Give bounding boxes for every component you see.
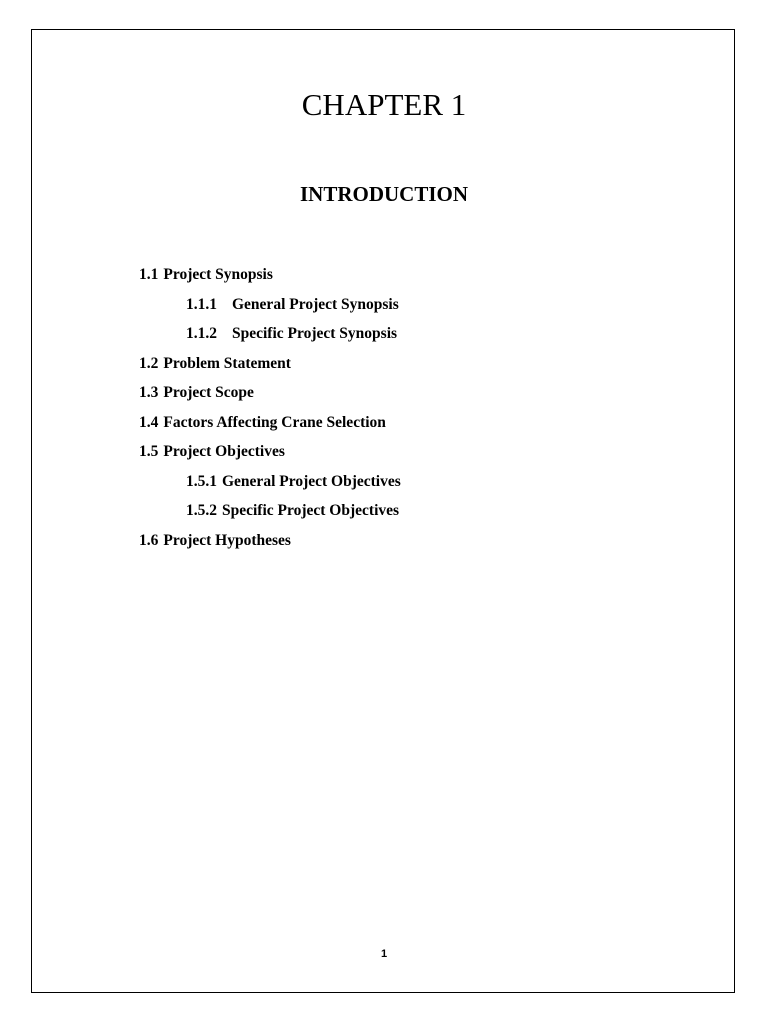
toc-item-title: Problem Statement xyxy=(163,354,291,372)
toc-item-1-5 xyxy=(139,437,401,467)
toc-item-title: Project Hypotheses xyxy=(163,531,291,549)
toc-item-1-4 xyxy=(139,408,401,438)
toc-item-title: General Project Synopsis xyxy=(232,295,399,313)
toc-item-number: 1.3 xyxy=(139,384,159,401)
toc-item-title: General Project Objectives xyxy=(222,472,401,490)
toc-item-number: 1.1 xyxy=(139,266,159,283)
page-number: 1 xyxy=(380,948,388,960)
toc-item-1-1-2 xyxy=(139,319,401,349)
toc-item-title: Specific Project Synopsis xyxy=(232,325,398,342)
toc-item-1-1 xyxy=(139,260,401,290)
toc-item-1-1-1 xyxy=(139,290,401,320)
toc-item-title: Specific Project Objectives xyxy=(222,502,400,519)
toc-item-title: Project Synopsis xyxy=(163,266,273,283)
toc-item-1-5-2 xyxy=(139,496,401,526)
toc-item-1-5-1 xyxy=(139,467,401,497)
toc-item-title: Project Scope xyxy=(163,384,254,401)
section-title: INTRODUCTION xyxy=(299,182,469,206)
toc-item-number: 1.5.1 xyxy=(186,472,217,490)
chapter-title: CHAPTER 1 xyxy=(301,87,467,122)
table-of-contents xyxy=(139,260,401,555)
toc-item-title: Project Objectives xyxy=(163,443,285,460)
toc-item-number: 1.4 xyxy=(139,413,159,431)
toc-item-1-3 xyxy=(139,378,401,408)
toc-item-number: 1.1.2 xyxy=(186,325,217,342)
toc-item-title: Factors Affecting Crane Selection xyxy=(163,413,386,431)
toc-item-number: 1.5.2 xyxy=(186,502,217,519)
toc-item-1-6 xyxy=(139,526,401,556)
toc-item-number: 1.2 xyxy=(139,354,159,372)
toc-item-1-2 xyxy=(139,349,401,379)
toc-item-number: 1.6 xyxy=(139,531,159,549)
toc-item-number: 1.5 xyxy=(139,443,159,460)
toc-item-number: 1.1.1 xyxy=(186,295,217,313)
